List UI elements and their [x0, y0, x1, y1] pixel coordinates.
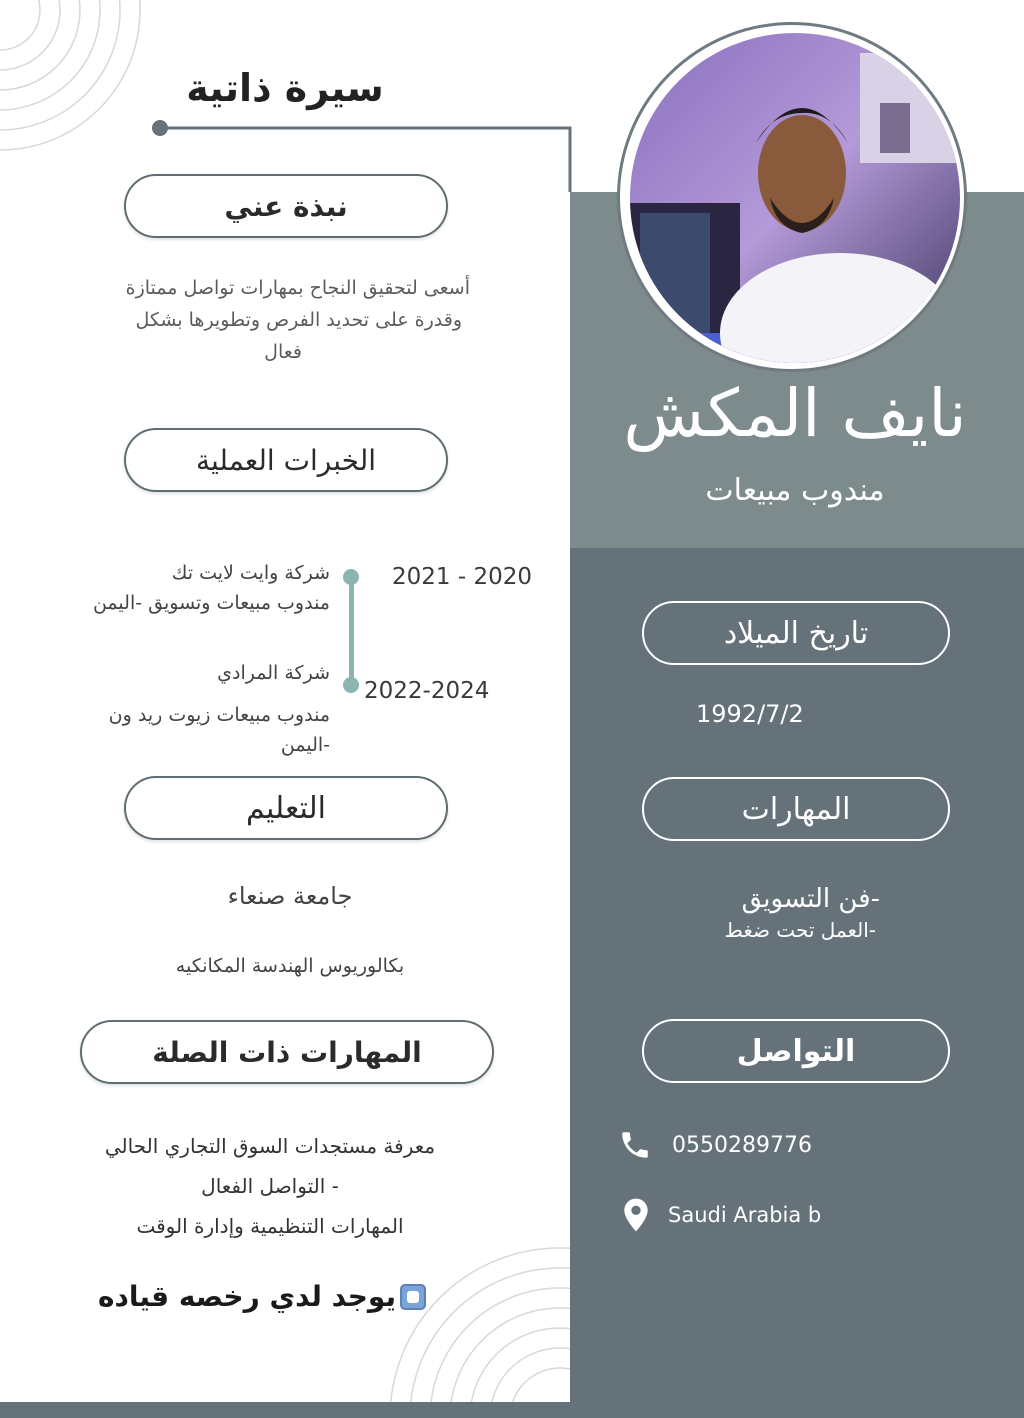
- location-pin-icon: [622, 1198, 650, 1232]
- section-education: التعليم: [124, 776, 448, 840]
- license-text: يوجد لدي رخصه قياده: [97, 1280, 396, 1313]
- experience-company: شركة المرادي: [217, 662, 330, 684]
- contact-location-row: [622, 1198, 821, 1232]
- skill-item: -العمل تحت ضغط: [724, 918, 876, 942]
- related-skill-item: - التواصل الفعال: [201, 1174, 339, 1198]
- birth-date-value: 1992/7/2: [696, 700, 804, 728]
- experience-entry: [20, 658, 330, 760]
- section-skills: المهارات: [642, 777, 950, 841]
- skill-item: -فن التسويق: [741, 884, 880, 914]
- section-related-skills: المهارات ذات الصلة: [80, 1020, 494, 1084]
- timeline-dot: [343, 569, 359, 585]
- checkbox-icon: [400, 1284, 426, 1310]
- related-skill-item: معرفة مستجدات السوق التجاري الحالي: [104, 1134, 436, 1158]
- education-university: جامعة صنعاء: [227, 882, 353, 910]
- experience-detail: -اليمن: [280, 734, 330, 756]
- experience-detail: مندوب مبيعات زيوت ريد ون: [108, 704, 330, 726]
- timeline-dot: [343, 677, 359, 693]
- profile-role: مندوب مبيعات: [705, 473, 885, 508]
- page-title: سيرة ذاتية: [186, 66, 384, 110]
- avatar: [630, 33, 960, 363]
- related-skill-item: المهارات التنظيمية وإدارة الوقت: [136, 1214, 404, 1238]
- education-degree: بكالوريوس الهندسة المكانكيه: [175, 955, 405, 977]
- phone-icon: [618, 1128, 652, 1162]
- contact-phone-row[interactable]: [618, 1128, 812, 1162]
- about-text: [60, 272, 470, 368]
- license-row: [56, 1280, 426, 1313]
- contact-location: Saudi Arabia b: [668, 1203, 822, 1227]
- skills-list: [640, 884, 880, 942]
- timeline-line: [349, 578, 354, 686]
- bottom-bar: [0, 1402, 570, 1418]
- experience-years: 2022-2024: [364, 678, 490, 704]
- about-line: وقدرة على تحديد الفرص وتطويرها بشكل: [135, 309, 462, 331]
- section-birth-date: تاريخ الميلاد: [642, 601, 950, 665]
- experience-years: 2020 - 2021: [392, 564, 533, 590]
- experience-company: شركة وايت لايت تك: [171, 562, 330, 584]
- profile-name: نايف المكش: [623, 375, 967, 452]
- contact-phone: 0550289776: [672, 1132, 812, 1158]
- experience-detail: مندوب مبيعات وتسويق -اليمن: [92, 592, 330, 614]
- sidebar-bg: [570, 548, 1024, 1418]
- section-experience: الخبرات العملية: [124, 428, 448, 492]
- section-about: نبذة عني: [124, 174, 448, 238]
- experience-entry: [20, 558, 330, 618]
- about-line: أسعى لتحقيق النجاح بمهارات تواصل ممتازة: [125, 277, 470, 299]
- about-line: فعال: [264, 341, 302, 363]
- related-skills-list: [40, 1126, 500, 1246]
- section-contact: التواصل: [642, 1019, 950, 1083]
